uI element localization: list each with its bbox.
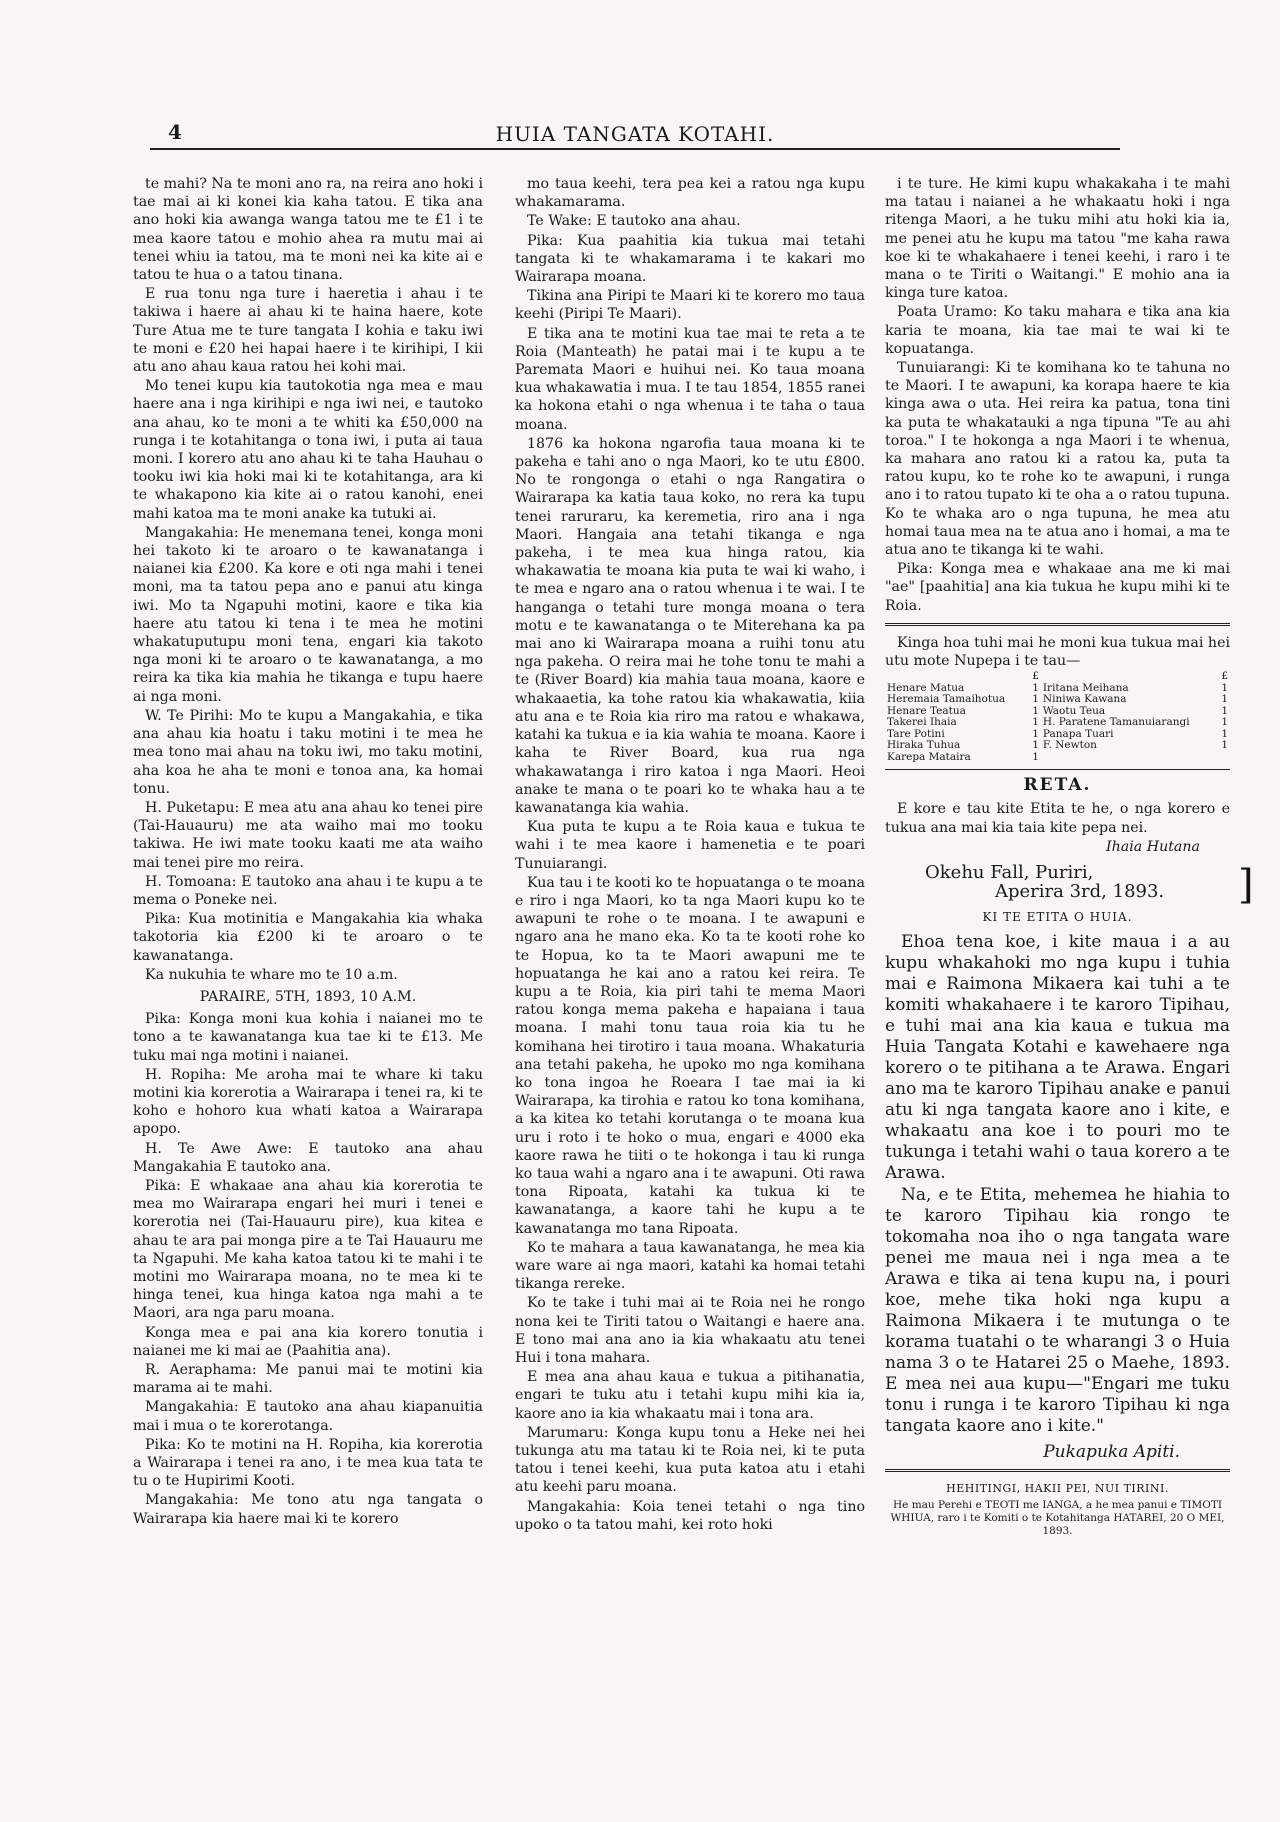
paragraph: Pika: Konga mea e whakaae ana me ki mai "ae" [paahitia] ana kia tukua he kupu mihi ki te Roia.: [885, 561, 1230, 614]
letter-date: Aperira 3rd, 1893.: [995, 881, 1165, 903]
editor-notice: E kore e tau kite Etita te he, o nga korero e tukua ana mai kia taia kite pepa nei.: [885, 801, 1230, 836]
paragraph: Tikina ana Piripi te Maari ki te korero mo taua keehi (Piripi Te Maari).: [515, 288, 865, 323]
currency-symbol: £: [1221, 670, 1228, 683]
paragraph: Ko te mahara a taua kawanatanga, he mea kia ware ware ai nga maori, katahi ka homai tetahi tikanga rereke.: [515, 1239, 865, 1293]
paragraph: E rua tonu nga ture i haeretia i ahau i te takiwa i haere ai ahau ki te haina haere, kote Ture Atua me te ture tangata I kohia e taku iwi te moni e £20 hei hapai haere i te kirihipi, I kii atu ano ahau kaua ratou hei kohi mai.: [133, 286, 483, 376]
paragraph: Kua puta te kupu a te Roia kaua e tukua te wahi i te mea kaore i hamenetia e te poari Tunuiarangi.: [515, 819, 865, 872]
paragraph: Ka nukuhia te whare mo te 10 a.m.: [145, 966, 398, 983]
subscriber-amount: 1: [1221, 681, 1228, 694]
paragraph: Pika: Kua paahitia kia tukua mai tetahi tangata ki te whakamarama i te kakari mo Wairarapa moana.: [515, 232, 865, 286]
subscriber-amount: 1: [1032, 704, 1039, 717]
letter-paragraph: Na, e te Etita, mehemea he hiahia to te karoro Tipihau kia rongo te tokomaha noa iho o nga tangata ware penei me maua nei i nga mea a te Arawa e tika ai tena kupu na, i pouri koe, mehe tika hoki nga kupu a Raimona Mikaera i te mutunga o te korama tuatahi o te wharangi 3 o Huia nama 3 o te Hatarei 25 o Maehe, 1893. E mea nei aua kupu—"Engari me tuku tonu i runga i te karoro Tipihau ki nga tangata kaore ano i kite.": [885, 1184, 1230, 1436]
paragraph: H. Tomoana: E tautoko ana ahau i te kupu a te mema o Poneke nei.: [133, 873, 483, 908]
subscriptions-table: [885, 671, 1230, 763]
column-3: [885, 175, 1230, 1539]
paragraph: Pika: Konga moni kua kohia i naianei mo te tono a te kawanatanga kua tae ki te £13. Me tuku mai nga motini i naianei.: [133, 1011, 483, 1064]
paragraph: Mangakahia: E tautoko ana ahau kiapanuitia mai i mua o te korerotanga.: [133, 1399, 483, 1434]
paragraph: E mea ana ahau kaua e tukua a pitihanatia, engari te tuku atu i tetahi kupu mihi kia ia, kaore ano ia kia whakaatu mai i tona ara.: [515, 1369, 865, 1422]
page-header: [150, 118, 1120, 150]
subscriber-amount: 1: [1032, 727, 1039, 740]
subscriber-name: Henare Matua: [887, 681, 965, 694]
subscriber-amount: 1: [1221, 739, 1228, 752]
subscriber-name: Iritana Meihana: [1042, 681, 1129, 694]
subscriber-name: Heremaia Tamaihotua: [887, 693, 1006, 706]
subscriber-name: Niniwa Kawana: [1042, 693, 1127, 706]
paragraph: te mahi? Na te moni ano ra, na reira ano hoki i tae mai ai ki konei kia kaha tatou. E tika ana ano hoki kia awanga wanga tatou me te £1 i te mea kaore tatou e mohio ahea ra mutu mai ai tenei whiu ia tatou, ma te moni nei ka kite ai e tatou te hua o a tatou tinana.: [133, 176, 483, 284]
newspaper-title: HUIA TANGATA KOTAHI.: [495, 122, 775, 146]
subscriber-amount: 1: [1221, 704, 1228, 717]
imprint-text: He mau Perehi e TEOTI me IANGA, a he mea panui e TIMOTI WHIUA, raro i te Komiti o te Kotahitanga HATAREI, 20 O MEI, 1893.: [890, 1499, 1225, 1538]
column-2: [515, 175, 865, 1535]
paragraph: Pika: Ko te motini na H. Ropiha, kia korerotia a Wairarapa i tenei ra ano, i te mea kua tata te tu o te Hupirimi Kooti.: [133, 1436, 483, 1490]
subscriber-amount: 1: [1221, 727, 1228, 740]
paragraph: Mo tenei kupu kia tautokotia nga mea e mau haere ana i nga kirihipi e nga iwi nei, e tautoko ana ahau, ko te moni a te whiti ka £50,000 na runga i te kotahitanga o tona iwi, i puta ai taua moni. I korero atu ano ahau ki te taha Hauhau o tooku iwi kia hoki mai ki te kotahitanga, ara ki te whakapono kia kite ai o ratou kanohi, enei mahi katoa ma te moni anake ka tutuki ai.: [133, 378, 483, 522]
letter-paragraph: Ehoa tena koe, i kite maua i a au kupu whakahoki mo nga kupu i tuhia mai e Raimona Mikaera kai tuhi a te komiti whakahaere i te karoro Tipihau, e tuhi mai ana kia kaua e tukua ma Huia Tangata Kotahi e kawehaere nga korero o te pitihana a te Arawa. Engari ano ma te karoro Tipihau anake e panui atu ki nga tangata kaore ano i kite, e whakaatu ana koe i to pouri mo te tukunga i tetahi wahi o taua korero a te Arawa.: [885, 931, 1230, 1183]
subscriber-name: Karepa Mataira: [887, 750, 971, 763]
paragraph: H. Ropiha: Me aroha mai te whare ki taku motini kia korerotia a Wairarapa i tenei ra, ki te koho e hohoro kua whati katoa a Wairarapa apopo.: [133, 1066, 483, 1138]
paragraph: Mangakahia: Koia tenei tetahi o nga tino upoko o ta tatou mahi, kei roto hoki: [515, 1498, 865, 1533]
paragraph: Marumaru: Konga kupu tonu a Heke nei hei tukunga atu ma tatau ki te Roia nei, ki te puta tatou i tenei keehi, kua puta katoa atu i etahi atu keehi paru moana.: [515, 1424, 865, 1496]
page-number: 4: [168, 120, 182, 144]
paragraph: H. Te Awe Awe: E tautoko ana ahau Mangakahia E tautoko ana.: [133, 1140, 483, 1175]
letter-body: [885, 932, 1230, 1437]
subscriber-name: Waotu Teua: [1042, 704, 1106, 717]
session-date-line: PARAIRE, 5TH, 1893, 10 A.M.: [199, 988, 417, 1005]
paragraph: Tunuiarangi: Ki te komihana ko te tahuna no te Maori. I te awapuni, ka korapa haere te kia kinga awa o uta. Hei reira ka patua, tona tini ka puta te whakatauki a nga tipuna "Te au ahi toroa." I te hokonga a nga Maori i te whenua, ka mahara ano ratou ki a ratou ka, puta ta ratou kupu, ko te rohe ko te awapuni, i runga ano i to ratou tupato ki te oha a o ratou tupuna. Ko te whaka aro o nga tupuna, he mea atu homai taua mea na te atua ano i homai, a ma te atua ano te tikanga ki te wahi.: [885, 360, 1230, 559]
paragraph: Ko te take i tuhi mai ai te Roia nei he rongo nona kei te Tiriti tatou o Waitangi e haere ana. E tono mai ana ano ia kia whakaatu atu tenei Hui i tona mahara.: [515, 1295, 865, 1366]
paragraph: Poata Uramo: Ko taku mahara e tika ana kia karia te moana, kia tae mai te wai ki te kopuatanga.: [885, 304, 1230, 357]
paragraph: 1876 ka hokona ngarofia taua moana ki te pakeha e tahi ano o nga Maori, ko te utu £800. No te rongonga o etahi o nga Rangatira o Wairarapa ka katia taua koko, no rera ka tupu tenei raruraru, ka keremetia, riro ana i nga Maori. Hangaia ana tetahi tikanga e nga pakeha, i te mea kua hinga ratou, kia whakawatia te moana kia puta te wai ki waho, i te mea e ngaro ana o ratou whenua i te wai. I te hanganga o tetahi ture monga moana o tera motu e te kawanatanga o te Miterehana ka pa mai ano ki Wairarapa moana a ruihi tonu atu nga pakeha. O reira mai he tohe tonu te mahi a te (River Board) kia mahia taua moana, kaore e whakaaetia, ka tohe ratou kia whakawatia, kiia atu ana e te Roia kia riro ma ratou e whakawa, katahi ka tukua e ia kia wahia te moana. Kaore i kaha te River Board, kua rua nga whakawatanga i riro katoa i nga Maori. Heoi anake te mana o te poari ko te whaka hau a te kawanatanga kia wahia.: [515, 435, 865, 816]
section-divider: [885, 623, 1230, 626]
margin-bracket-mark: ]: [1238, 862, 1254, 908]
subscriber-amount: 1: [1032, 693, 1039, 706]
letter-salutation: KI TE ETITA O HUIA.: [982, 909, 1133, 924]
imprint-heading: HEHITINGI, HAKII PEI, NUI TIRINI.: [946, 1481, 1169, 1495]
paragraph: Pika: Kua motinitia e Mangakahia kia whaka takotoria kia £200 ki te aroaro o te kawanatanga.: [133, 911, 483, 964]
subscriber-name: Panapa Tuari: [1042, 727, 1114, 740]
subscriber-amount: 1: [1032, 739, 1039, 752]
table-row: [885, 752, 1230, 764]
paragraph: Mangakahia: Me tono atu nga tangata o Wairarapa kia haere mai ki te korero: [133, 1492, 483, 1527]
letter-place: Okehu Fall, Puriri,: [925, 862, 1094, 884]
section-divider: [885, 769, 1230, 770]
paragraph: Pika: E whakaae ana ahau kia korerotia te mea mo Wairarapa engari hei muri i tenei e korerotia nei (Tai-Hauauru pire), kua kitea e ahau te ara pai monga pire a te Tai Hauauru me ta Ngapuhi. Me kaha katoa tatou ki te mahi i te motini mo Wairarapa moana, no te mea ki te hinga tenei, kua hinga katoa nga mahi a te Maori, ara nga paru moana.: [133, 1177, 483, 1322]
paragraph: Te Wake: E tautoko ana ahau.: [527, 213, 741, 230]
subscriber-amount: 1: [1032, 716, 1039, 729]
subscriber-amount: 1: [1221, 693, 1228, 706]
paragraph: Kua tau i te kooti ko te hopuatanga o te moana e riro i nga Maori, ko ta nga Maori kupu ko te awapuni te rohe o te moana. I te awapuni e ngaro ana he mano eka. Ko ta te kooti rohe ko te Hopua, ko ta te Maori awapuni me te hopuatanga he kai ano a ratou kei reira. Te kupu a te Roia, kia piri tahi te mema Maori ratou konga mema pakeha e hapaiana i taua moana. I mahi tonu taua roia kia tu he komihana hei tirotiro i taua moana. Whakaturia ana tetahi pakeha, he upoko mo nga komihana ko tona ingoa he Roeara I tae mai ia ki Wairarapa, ka tirohia e ratou ko tona komihana, a ka kitea ko tetahi korutanga o te moana kua uru i roto i te hoko o mua, engari e 4000 eka kaore rawa he tiiti o te hokonga i tau ki runga ko taua wahi a ngaro ana i te awapuni. Oti rawa tona Ripoata, katahi ka tukua ki te kawanatanga, a kaore tahi he kupu a te kawanatanga mo tana Ripoata.: [515, 874, 865, 1237]
subscriber-name: H. Paratene Tamanuiarangi: [1042, 716, 1190, 729]
paragraph: E tika ana te motini kua tae mai te reta a te Roia (Manteath) he patai mai i te kupu a te Paremata Maori e huihui nei. Ko taua moana kua whakawatia i mua. I te tau 1854, 1855 ranei ka hokona etahi o nga whenua i te taha o taua moana.: [515, 325, 866, 433]
editor-notice-signature: Ihaia Hutana: [1106, 838, 1200, 855]
section-divider: [885, 1469, 1230, 1472]
paragraph: mo taua keehi, tera pea kei a ratou nga kupu whakamarama.: [515, 176, 865, 211]
paragraph: W. Te Pirihi: Mo te kupu a Mangakahia, e tika ana ahau kia hoatu i taku motini i te mea he mea tono mai ahau na toku iwi, mo taku motini, aha koa he aha te moni e tonoa ana, ka homai tonu.: [133, 707, 483, 797]
subscriber-name: Takerei Ihaia: [887, 716, 957, 729]
paragraph: Mangakahia: He menemana tenei, konga moni hei takoto ki te aroaro o te kawanatanga i naianei kia £200. Ka kore e oti nga mahi i tenei moni, ma ta tatou pepa ano e panui atu kinga iwi. Mo ta Ngapuhi motini, kaore e tika kia haere atu tatou ki tena i te mea he motini whakatuputupu moni tena, engari kia takoto nga moni ki te aroaro o te kawanatanga, a mo reira ka tika kia mahia he tikanga e tupu haere ai nga moni.: [133, 524, 483, 705]
subscriber-name: F. Newton: [1042, 739, 1097, 752]
subscriber-name: Henare Teatua: [887, 704, 966, 717]
subscriptions-intro: Kinga hoa tuhi mai he moni kua tukua mai hei utu mote Nupepa i te tau—: [885, 634, 1230, 670]
subscriber-amount: 1: [1032, 681, 1039, 694]
currency-symbol: £: [1032, 670, 1039, 683]
reta-heading: RETA.: [1023, 775, 1092, 796]
subscriber-amount: 1: [1221, 716, 1228, 729]
paragraph: Konga mea e pai ana kia korero tonutia i naianei me ki mai ae (Paahitia ana).: [133, 1324, 483, 1359]
paragraph: H. Puketapu: E mea atu ana ahau ko tenei pire (Tai-Hauauru) me ata waiho mai mo tooku takiwa. He iwi mate tooku kaati me ata waiho mai tenei pire mo reira.: [133, 799, 483, 871]
letter-signature: Pukapuka Apiti.: [1043, 1441, 1180, 1462]
paragraph: R. Aeraphama: Me panui mai te motini kia marama ai te mahi.: [133, 1362, 483, 1397]
paragraph: i te ture. He kimi kupu whakakaha i te mahi ma tatau i naianei a he whakaatu hoki i nga ritenga Maori, a he tuku mihi atu hoki kia ia, me penei atu he kupu ma tatou "me kaha rawa koe ki te whakahaere i tenei keehi, i raro i te mana o te Tiriti o Waitangi." E mohio ana ia kinga ture katoa.: [885, 176, 1230, 302]
subscriber-amount: 1: [1032, 750, 1039, 763]
subscriber-name: Hiraka Tuhua: [887, 739, 961, 752]
subscriber-name: Tare Potini: [887, 727, 945, 740]
column-1: [133, 175, 483, 1529]
